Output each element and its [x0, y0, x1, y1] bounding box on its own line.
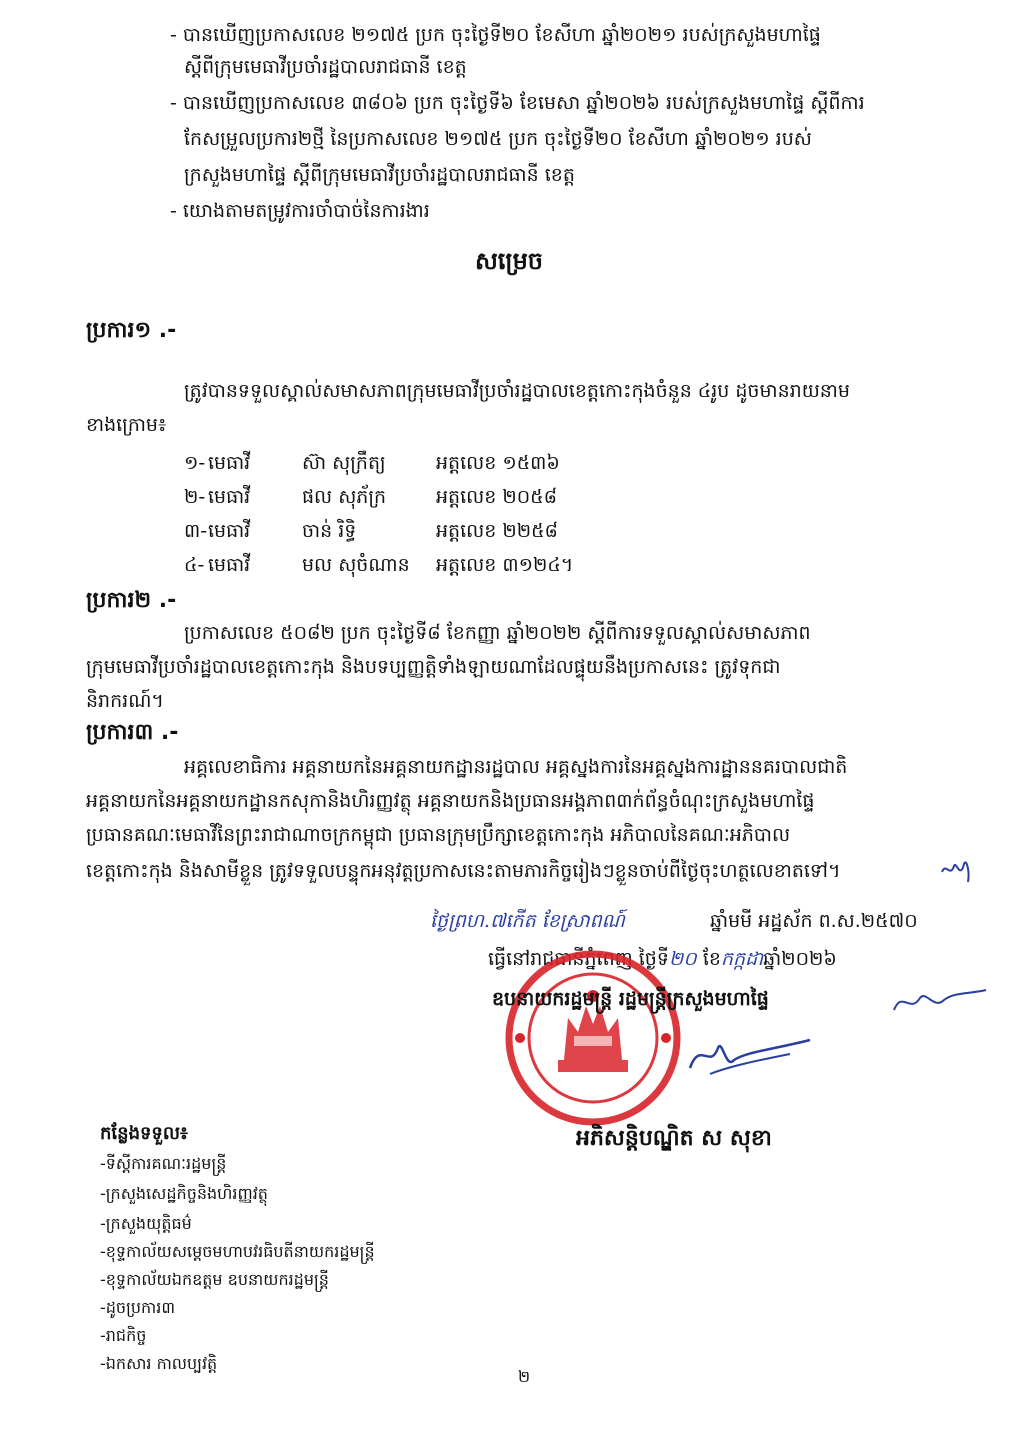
member-name: ចាន់ រិទ្ធិ	[302, 520, 357, 542]
article-3-text-1: អគ្គលេខាធិការ អគ្គនាយកនៃអគ្គនាយកដ្ឋានរដ្ឋបាល អគ្គស្នងការនៃអគ្គស្នងការដ្ឋាននគរបាលជាតិ	[184, 756, 848, 778]
article-1-text-1: ត្រូវបានទទួលស្គាល់សមាសភាពក្រុមមេធាវីប្រចាំរដ្ឋបាលខេត្តកោះកុងចំនួន ៤រូប ដូចមានរាយនាម	[184, 380, 850, 402]
lunar-date-handwritten: ថ្ងៃព្រហ.៧កើត ខែស្រាពណ៍	[430, 910, 625, 932]
article-3-text-3: ប្រធានគណៈមេធាវីនៃព្រះរាជាណាចក្រកម្ពុជា ប្រធានក្រុមប្រឹក្សាខេត្តកោះកុង អភិបាលនៃគណៈអភិបាល	[86, 824, 791, 846]
article-2-text-3: និរាករណ៍។	[86, 690, 164, 712]
recipient-item: -ទីស្ដីការគណៈរដ្ឋមន្ត្រី	[100, 1154, 227, 1173]
official-seal-icon	[478, 948, 708, 1128]
article-3-heading: ប្រការ៣ .-	[86, 720, 179, 745]
issue-year: ឆ្នាំ២០២៦	[763, 948, 837, 970]
signature-icon	[680, 1030, 820, 1080]
member-role: មេធាវី	[208, 554, 251, 576]
article-3-text-2: អគ្គនាយកនៃអគ្គនាយកដ្ឋានកសុកានិងហិរញ្ញវត្ថុ អគ្គនាយកនិងប្រធានអង្គភាព៣ក់ព័ន្ធចំណុះក្រសួងមហាផ្ទៃ	[86, 790, 815, 812]
member-registration: អត្តលេខ ៣១២៤។	[436, 554, 574, 576]
issue-month-handwritten: កក្កដា	[720, 948, 764, 970]
article-1-heading: ប្រការ១ .-	[86, 318, 177, 343]
decision-title: សម្រេច	[474, 247, 544, 275]
preamble-line-5: ក្រសួងមហាផ្ទៃ ស្ដីពីក្រុមមេធាវីប្រចាំរដ្ឋបាលរាជធានី ខេត្ត	[184, 164, 575, 186]
signatory-title: ឧបនាយករដ្ឋមន្ត្រី រដ្ឋមន្ត្រីក្រសួងមហាផ្ទៃ	[492, 988, 769, 1010]
member-role: មេធាវី	[208, 486, 251, 508]
preamble-line-3: - បានឃើញប្រកាសលេខ ៣៨០៦ ប្រក ចុះថ្ងៃទី៦ ខែមេសា ឆ្នាំ២០២៦ របស់ក្រសួងមហាផ្ទៃ ស្ដីពីការ	[170, 92, 865, 114]
member-number: ៣-	[184, 520, 208, 542]
recipient-item: -ឯកសារ កាលប្បវត្តិ	[100, 1354, 218, 1373]
signature-flourish-icon	[890, 980, 990, 1020]
member-name: ផល សុភ័ក្រ	[302, 486, 387, 508]
signatory-name: អភិសន្តិបណ្ឌិត ស សុខា	[576, 1126, 772, 1151]
preamble-line-4: កែសម្រួលប្រការ២ថ្មី នៃប្រកាសលេខ ២១៧៥ ប្រក ចុះថ្ងៃទី២០ ខែសីហា ឆ្នាំ២០២១ របស់	[184, 128, 812, 150]
issue-place-prefix: ធ្វើនៅរាជធានីភ្នំពេញ ថ្ងៃទី	[488, 948, 669, 970]
member-name: មល សុចំណាន	[302, 554, 410, 576]
article-2-text-1: ប្រកាសលេខ ៥០៨២ ប្រក ចុះថ្ងៃទី៨ ខែកញ្ញា ឆ្នាំ២០២២ ស្ដីពីការទទួលស្គាល់សមាសភាព	[184, 622, 811, 644]
recipient-item: -ខុទ្ទកាល័យសម្ដេចមហាបវរធិបតីនាយករដ្ឋមន្ត្រី	[100, 1242, 375, 1261]
recipient-item: -ក្រសួងយុត្តិធម៌	[100, 1214, 192, 1233]
recipient-item: -ខុទ្ទកាល័យឯកឧត្តម ឧបនាយករដ្ឋមន្ត្រី	[100, 1270, 329, 1289]
preamble-line-1: - បានឃើញប្រកាសលេខ ២១៧៥ ប្រក ចុះថ្ងៃទី២០ ខែសីហា ឆ្នាំ២០២១ របស់ក្រសួងមហាផ្ទៃ	[170, 24, 821, 46]
recipients-heading: កន្លែងទទួល៖	[100, 1123, 188, 1144]
recipient-item: -ដូចប្រការ៣	[100, 1298, 175, 1317]
initial-mark-icon	[938, 852, 974, 888]
recipient-item: -ក្រសួងសេដ្ឋកិច្ចនិងហិរញ្ញវត្ថុ	[100, 1184, 268, 1203]
member-registration: អត្តលេខ ២២៥៨	[436, 520, 559, 542]
issue-day-handwritten: ២០	[668, 948, 697, 970]
article-2-heading: ប្រការ២ .-	[86, 588, 177, 613]
member-name: ស៊ា សុក្រឹត្យ	[302, 452, 386, 474]
member-number: ៤-	[184, 554, 205, 576]
member-number: ២-	[184, 486, 206, 508]
page-number: ២	[518, 1367, 531, 1386]
article-3-text-4: ខេត្តកោះកុង និងសាមីខ្លួន ត្រូវទទួលបន្ទុកអនុវត្តប្រកាសនេះតាមភារកិច្ចរៀងៗខ្លួនចាប់ពីថ្ងៃចុះហត្ថលេខាតទៅ។	[86, 860, 841, 882]
member-number: ១-	[184, 452, 206, 474]
member-registration: អត្តលេខ ១៥៣៦	[436, 452, 560, 474]
member-registration: អត្តលេខ ២០៥៨	[436, 486, 558, 508]
member-role: មេធាវី	[208, 452, 251, 474]
preamble-line-6: - យោងតាមតម្រូវការចាំបាច់នៃការងារ	[170, 200, 430, 222]
lunar-date-printed: ឆ្នាំមមី អដ្ឋស័ក ព.ស.២៥៧០	[710, 910, 918, 932]
article-1-text-2: ខាងក្រោម៖	[86, 414, 167, 436]
member-role: មេធាវី	[208, 520, 251, 542]
recipient-item: -រាជកិច្ច	[100, 1326, 147, 1345]
article-2-text-2: ក្រុមមេធាវីប្រចាំរដ្ឋបាលខេត្តកោះកុង និងបទប្បញ្ញត្តិទាំងឡាយណាដែលផ្ទុយនឹងប្រកាសនេះ ត្រូវទុកជា	[86, 656, 781, 678]
issue-month-prefix: ខែ	[702, 948, 721, 970]
preamble-line-2: ស្ដីពីក្រុមមេធាវីប្រចាំរដ្ឋបាលរាជធានី ខេត្ត	[184, 56, 467, 78]
